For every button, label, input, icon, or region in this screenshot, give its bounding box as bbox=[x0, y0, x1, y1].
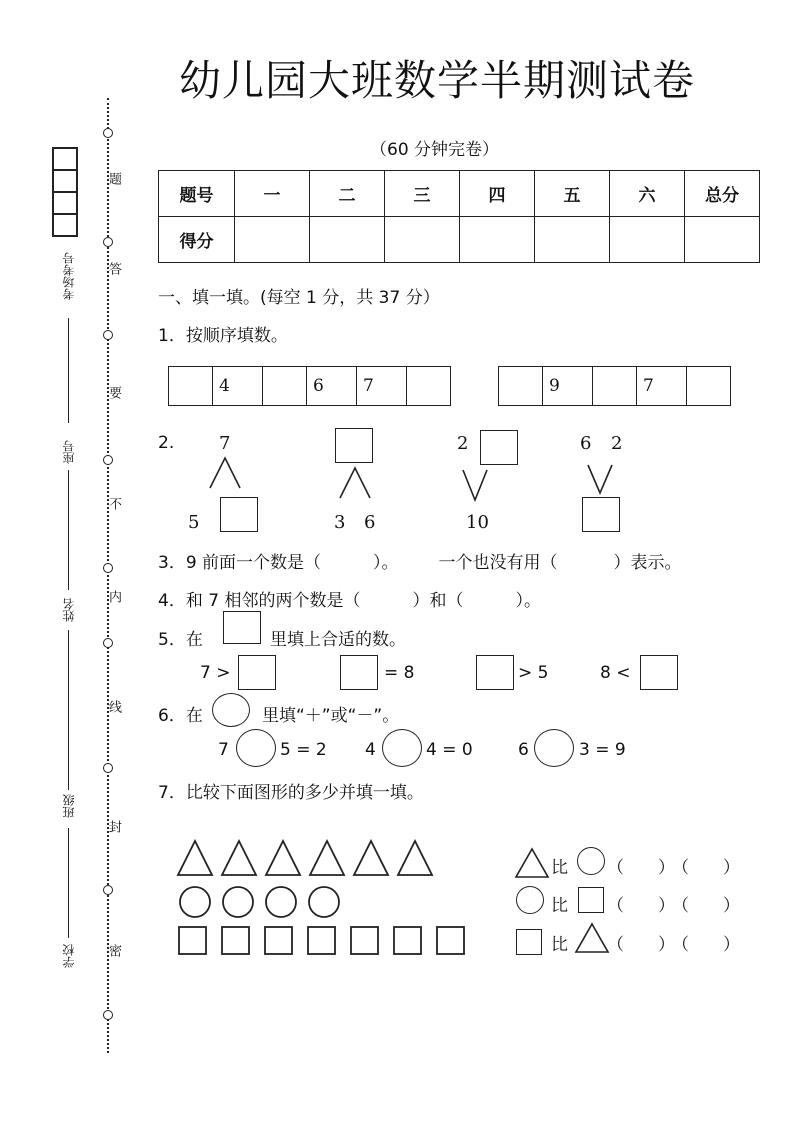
circle-shape bbox=[309, 887, 339, 917]
q1-label: 1．按顺序填数。 bbox=[158, 326, 288, 346]
binding-char: 线 bbox=[106, 700, 121, 713]
q2-t1-left: 5 bbox=[188, 512, 200, 533]
binding-hole bbox=[103, 128, 113, 138]
score-cell[interactable] bbox=[685, 217, 760, 263]
q5-e3-box[interactable] bbox=[476, 655, 514, 690]
square-icon bbox=[516, 929, 542, 955]
q2-t4-answer-box[interactable] bbox=[582, 497, 620, 532]
q5-e4-text: 8 < bbox=[600, 663, 631, 683]
q6-e2-right: 4 = 0 bbox=[426, 740, 473, 760]
q2-t2-right: 6 bbox=[364, 512, 376, 533]
square-icon bbox=[578, 887, 604, 913]
score-row-label: 得分 bbox=[159, 217, 235, 263]
seq-cell[interactable] bbox=[687, 367, 731, 406]
q7-label: 7．比较下面图形的多少并填一填。 bbox=[158, 783, 424, 803]
binding-hole bbox=[103, 763, 113, 773]
score-cell[interactable] bbox=[235, 217, 310, 263]
binding-hole bbox=[103, 638, 113, 648]
q4-part3: ）。 bbox=[515, 591, 541, 611]
square-row bbox=[179, 927, 464, 954]
binding-hole bbox=[103, 563, 113, 573]
seq-cell[interactable] bbox=[593, 367, 637, 406]
square-shape bbox=[308, 927, 335, 954]
q3-part1: 3．9 前面一个数是（ bbox=[158, 553, 322, 573]
compare-word: 比 bbox=[551, 935, 568, 955]
section-heading: 一、填一填。(每空 1 分，共 37 分） bbox=[158, 288, 440, 308]
page-title: 幼儿园大班数学半期测试卷 bbox=[178, 56, 695, 105]
triangle-shape bbox=[310, 841, 344, 875]
q6-e1-left: 7 bbox=[218, 740, 229, 760]
fill-line bbox=[68, 828, 69, 938]
square-shape bbox=[222, 927, 249, 954]
q3-part2: ）。 bbox=[373, 553, 399, 573]
square-shape bbox=[179, 927, 206, 954]
q6-e1-right: 5 = 2 bbox=[280, 740, 327, 760]
score-cell[interactable] bbox=[610, 217, 685, 263]
q6-part1: 6．在 bbox=[158, 706, 203, 726]
q3-text bbox=[158, 548, 682, 573]
q1-sequence-b bbox=[498, 366, 731, 406]
score-header: 六 bbox=[610, 171, 685, 217]
score-cell[interactable] bbox=[385, 217, 460, 263]
triangle-shape bbox=[354, 841, 388, 875]
seq-cell[interactable] bbox=[169, 367, 213, 406]
circle-shape bbox=[180, 887, 210, 917]
q5-example-box bbox=[223, 611, 261, 644]
q3-part3: 一个也没有用（ bbox=[438, 553, 558, 573]
binding-char: 密 bbox=[106, 944, 121, 957]
q2-t4-top-left: 6 bbox=[580, 433, 592, 454]
answer-paren[interactable]: （ ） bbox=[672, 896, 740, 916]
square-shape bbox=[265, 927, 292, 954]
compare-word: 比 bbox=[551, 858, 568, 878]
q6-part2: 里填“＋”或“－”。 bbox=[262, 706, 400, 726]
exam-number-boxes bbox=[52, 147, 78, 237]
q2-t3-answer-box[interactable] bbox=[480, 430, 518, 465]
binding-char: 内 bbox=[106, 590, 121, 603]
q6-e2-oval[interactable] bbox=[382, 729, 422, 767]
binding-hole bbox=[103, 455, 113, 465]
seq-cell: 7 bbox=[637, 367, 687, 406]
q2-t3-bottom: 10 bbox=[466, 512, 489, 533]
circle-icon bbox=[516, 886, 544, 914]
binding-char: 不 bbox=[106, 497, 121, 510]
square-shape bbox=[351, 927, 378, 954]
score-header: 四 bbox=[460, 171, 535, 217]
answer-paren[interactable]: （ ） bbox=[607, 896, 675, 916]
q6-e2-left: 4 bbox=[365, 740, 376, 760]
binding-char: 要 bbox=[106, 386, 121, 399]
circle-shape bbox=[266, 887, 296, 917]
q2-t1-top: 7 bbox=[219, 433, 231, 454]
q6-e3-left: 6 bbox=[518, 740, 529, 760]
q2-t2-left: 3 bbox=[334, 512, 346, 533]
page-subtitle: （60 分钟完卷） bbox=[370, 140, 500, 160]
binding-hole bbox=[103, 330, 113, 340]
answer-paren[interactable]: （ ） bbox=[607, 935, 675, 955]
fill-line bbox=[68, 630, 69, 790]
score-table bbox=[158, 170, 760, 263]
q6-example-oval bbox=[212, 693, 250, 727]
triangle-shape bbox=[222, 841, 256, 875]
score-cell[interactable] bbox=[460, 217, 535, 263]
seq-cell: 4 bbox=[213, 367, 263, 406]
q7-shape-groups bbox=[170, 835, 490, 965]
score-table-score-row bbox=[159, 217, 760, 263]
q4-part1: 4．和 7 相邻的两个数是（ bbox=[158, 591, 361, 611]
seq-cell[interactable] bbox=[263, 367, 307, 406]
triangle-icon bbox=[574, 922, 610, 954]
score-header: 题号 bbox=[159, 171, 235, 217]
score-cell[interactable] bbox=[535, 217, 610, 263]
q6-e3-right: 3 = 9 bbox=[579, 740, 626, 760]
answer-paren[interactable]: （ ） bbox=[607, 858, 675, 878]
score-header: 五 bbox=[535, 171, 610, 217]
score-table-header-row bbox=[159, 171, 760, 217]
seq-cell: 6 bbox=[307, 367, 357, 406]
score-header: 总分 bbox=[685, 171, 760, 217]
seq-cell: 7 bbox=[357, 367, 407, 406]
q2-label: 2. bbox=[158, 433, 175, 453]
q4-part2: ）和（ bbox=[412, 591, 464, 611]
q4-text bbox=[158, 586, 541, 611]
triangle-icon bbox=[514, 847, 550, 879]
q2-t2-answer-box[interactable] bbox=[335, 428, 373, 463]
label-school: 学校 bbox=[62, 944, 76, 968]
seq-cell[interactable] bbox=[499, 367, 543, 406]
q5-e2-text: = 8 bbox=[384, 663, 415, 683]
circle-row bbox=[180, 887, 339, 917]
q5-e2-box[interactable] bbox=[340, 655, 378, 690]
fill-line bbox=[68, 318, 69, 423]
label-class: 班级 bbox=[62, 794, 76, 818]
q5-e4-box[interactable] bbox=[640, 655, 678, 690]
binding-hole bbox=[103, 1010, 113, 1020]
square-shape bbox=[437, 927, 464, 954]
score-header: 二 bbox=[310, 171, 385, 217]
circle-icon bbox=[577, 847, 605, 875]
triangle-row bbox=[178, 841, 432, 875]
triangle-shape bbox=[266, 841, 300, 875]
answer-paren[interactable]: （ ） bbox=[672, 935, 740, 955]
binding-char: 封 bbox=[106, 820, 121, 833]
binding-char: 答 bbox=[106, 262, 121, 275]
binding-hole bbox=[103, 237, 113, 247]
seq-cell: 9 bbox=[543, 367, 593, 406]
q5-e3-text: > 5 bbox=[518, 663, 549, 683]
q5-e1-box[interactable] bbox=[238, 655, 276, 690]
triangle-shape bbox=[398, 841, 432, 875]
compare-word: 比 bbox=[551, 896, 568, 916]
score-cell[interactable] bbox=[310, 217, 385, 263]
circle-shape bbox=[223, 887, 253, 917]
answer-paren[interactable]: （ ） bbox=[672, 858, 740, 878]
score-header: 三 bbox=[385, 171, 460, 217]
q5-part1: 5．在 bbox=[158, 630, 203, 650]
label-exam-room: 考场考号 bbox=[62, 252, 76, 300]
q5-part2: 里填上合适的数。 bbox=[270, 630, 406, 650]
score-header: 一 bbox=[235, 171, 310, 217]
square-shape bbox=[394, 927, 421, 954]
q2-t4-top-right: 2 bbox=[611, 433, 623, 454]
label-name: 姓名 bbox=[62, 598, 76, 622]
triangle-shape bbox=[178, 841, 212, 875]
q6-e3-oval[interactable] bbox=[534, 729, 574, 767]
binding-hole bbox=[103, 885, 113, 895]
q2-t3-top: 2 bbox=[457, 433, 469, 454]
fill-line bbox=[68, 470, 69, 590]
seq-cell[interactable] bbox=[407, 367, 451, 406]
q5-e1-text: 7 > bbox=[200, 663, 231, 683]
q1-sequence-a bbox=[168, 366, 451, 406]
q3-part4: ）表示。 bbox=[613, 553, 682, 573]
q2-t1-answer-box[interactable] bbox=[220, 497, 258, 532]
label-seat: 座号 bbox=[62, 440, 76, 464]
binding-char: 题 bbox=[106, 172, 121, 185]
q6-e1-oval[interactable] bbox=[236, 729, 276, 767]
